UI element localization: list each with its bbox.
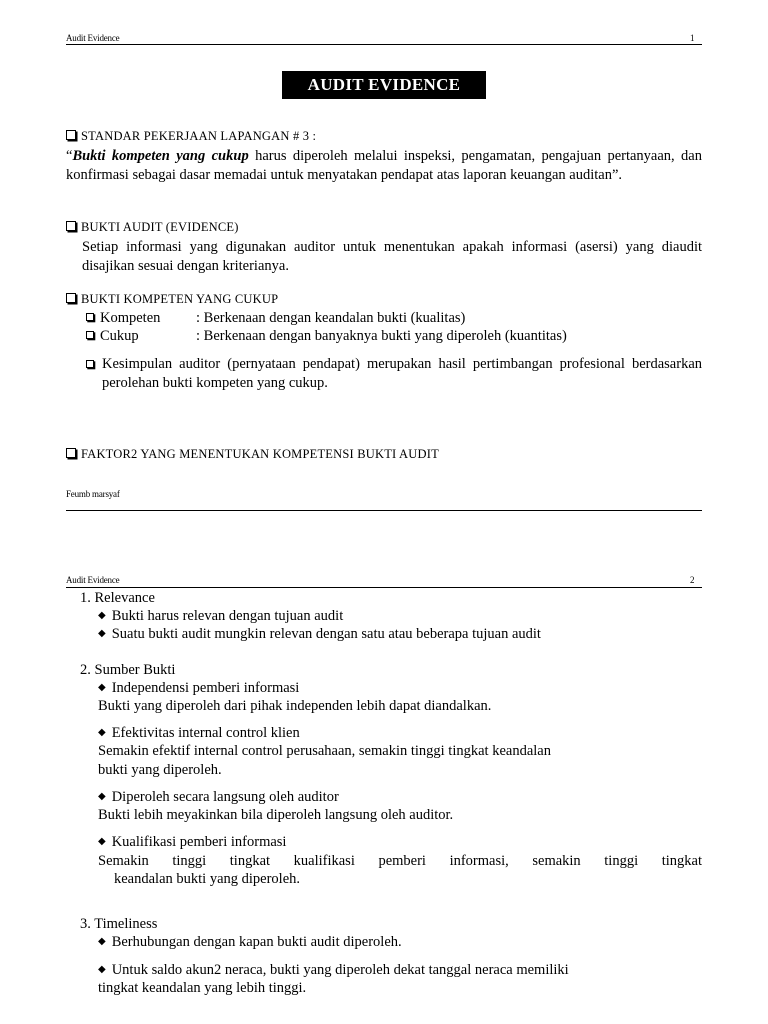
header-rule (66, 587, 702, 588)
footer-rule (66, 510, 702, 511)
quote-mark: “ (66, 148, 73, 164)
page-footer: Feumb marsyaf (66, 489, 120, 499)
body-text: Semakin tinggi tingkat kualifikasi pemberi informasi, semakin tinggi tingkat (98, 853, 702, 869)
emphasis-text: Bukti kompeten yang cukup (72, 148, 249, 164)
body-text: Bukti yang diperoleh dari pihak independen lebih dapat diandalkan. (98, 698, 492, 714)
bullet-text: Suatu bukti audit mungkin relevan dengan satu atau beberapa tujuan audit (111, 626, 541, 642)
bullet-item (98, 608, 343, 625)
term-label: Kompeten (100, 310, 161, 326)
checkbox-bullet-icon (66, 448, 76, 458)
bullet-text: Untuk saldo akun2 neraca, bukti yang diperoleh dekat tanggal neraca memiliki (111, 962, 569, 978)
header-page-number: 1 (690, 33, 695, 43)
term-description: : Berkenaan dengan keandalan bukti (kualitas) (196, 310, 466, 326)
checkbox-bullet-icon (66, 130, 76, 140)
diamond-bullet-icon: ◆ (98, 936, 106, 947)
bullet-text: Efektivitas internal control klien (111, 725, 300, 741)
list-item-kompeten (86, 310, 465, 327)
square-bullet-icon (86, 331, 94, 339)
bullet-item (98, 962, 569, 979)
term-label: Cukup (100, 328, 139, 344)
body-text: Bukti lebih meyakinkan bila diperoleh langsung oleh auditor. (98, 807, 454, 823)
section-bukti-audit-title (66, 220, 239, 235)
checkbox-bullet-icon (66, 293, 76, 303)
header-title: Audit Evidence (66, 33, 120, 43)
diamond-bullet-icon: ◆ (98, 836, 106, 847)
list-item-cukup (86, 328, 567, 345)
section-bukti-audit-label: BUKTI AUDIT (EVIDENCE) (81, 220, 239, 234)
square-bullet-icon (86, 313, 94, 321)
section-relevance-title: 1. Relevance (80, 590, 155, 606)
bullet-item (98, 725, 300, 742)
section-standar-title (66, 129, 316, 144)
diamond-bullet-icon: ◆ (98, 610, 106, 621)
bullet-text: Bukti harus relevan dengan tujuan audit (111, 608, 344, 624)
section-standar-text (66, 147, 702, 184)
bullet-text: Berhubungan dengan kapan bukti audit diperoleh. (111, 934, 402, 950)
header-title: Audit Evidence (66, 575, 120, 585)
square-bullet-icon (86, 356, 100, 374)
header-rule (66, 44, 702, 45)
bullet-text: Diperoleh secara langsung oleh auditor (111, 789, 339, 805)
section-standar-label: STANDAR PEKERJAAN LAPANGAN # 3 : (81, 129, 317, 143)
bullet-item (98, 789, 339, 806)
body-text: bukti yang diperoleh. (98, 762, 222, 778)
bullet-item (98, 626, 541, 643)
kesimpulan-text: Kesimpulan auditor (pernyataan pendapat) merupakan hasil pertimbangan profesional berdasarkan perolehan bukti kompeten yang cukup. (102, 356, 702, 391)
diamond-bullet-icon: ◆ (98, 791, 106, 802)
bullet-item (98, 834, 286, 851)
section-bukti-audit-text: Setiap informasi yang digunakan auditor untuk menentukan apakah informasi (asersi) yang diaudit disajikan sesuai dengan kriterianya. (82, 239, 702, 274)
diamond-bullet-icon: ◆ (98, 964, 106, 975)
checkbox-bullet-icon (66, 221, 76, 231)
term-description: : Berkenaan dengan banyaknya bukti yang diperoleh (kuantitas) (196, 328, 567, 344)
section-kompeten-title (66, 292, 278, 307)
section-sumber-title: 2. Sumber Bukti (80, 662, 176, 678)
diamond-bullet-icon: ◆ (98, 682, 106, 693)
section-timeliness-title: 3. Timeliness (80, 916, 158, 932)
section-faktor-title (66, 447, 439, 462)
header-page-number: 2 (690, 575, 695, 585)
bullet-text: Independensi pemberi informasi (111, 680, 300, 696)
section-kompeten-label: BUKTI KOMPETEN YANG CUKUP (81, 292, 279, 306)
diamond-bullet-icon: ◆ (98, 628, 106, 639)
document-title: AUDIT EVIDENCE (282, 71, 486, 99)
body-text: tingkat keandalan yang lebih tinggi. (98, 980, 307, 996)
diamond-bullet-icon: ◆ (98, 727, 106, 738)
section-faktor-label: FAKTOR2 YANG MENENTUKAN KOMPETENSI BUKTI AUDIT (81, 447, 439, 461)
standar-body: harus diperoleh melalui inspeksi, pengamatan, pengajuan pertanyaan, dan konfirmasi sebagai dasar memadai untuk menyatakan pendapat atas laporan keuangan auditan”. (66, 148, 702, 183)
bullet-item (98, 934, 402, 951)
body-text: keandalan bukti yang diperoleh. (114, 871, 301, 887)
body-text: Semakin efektif internal control perusahaan, semakin tinggi tingkat keandalan (98, 743, 551, 759)
bullet-item (98, 680, 299, 697)
bullet-text: Kualifikasi pemberi informasi (111, 834, 287, 850)
